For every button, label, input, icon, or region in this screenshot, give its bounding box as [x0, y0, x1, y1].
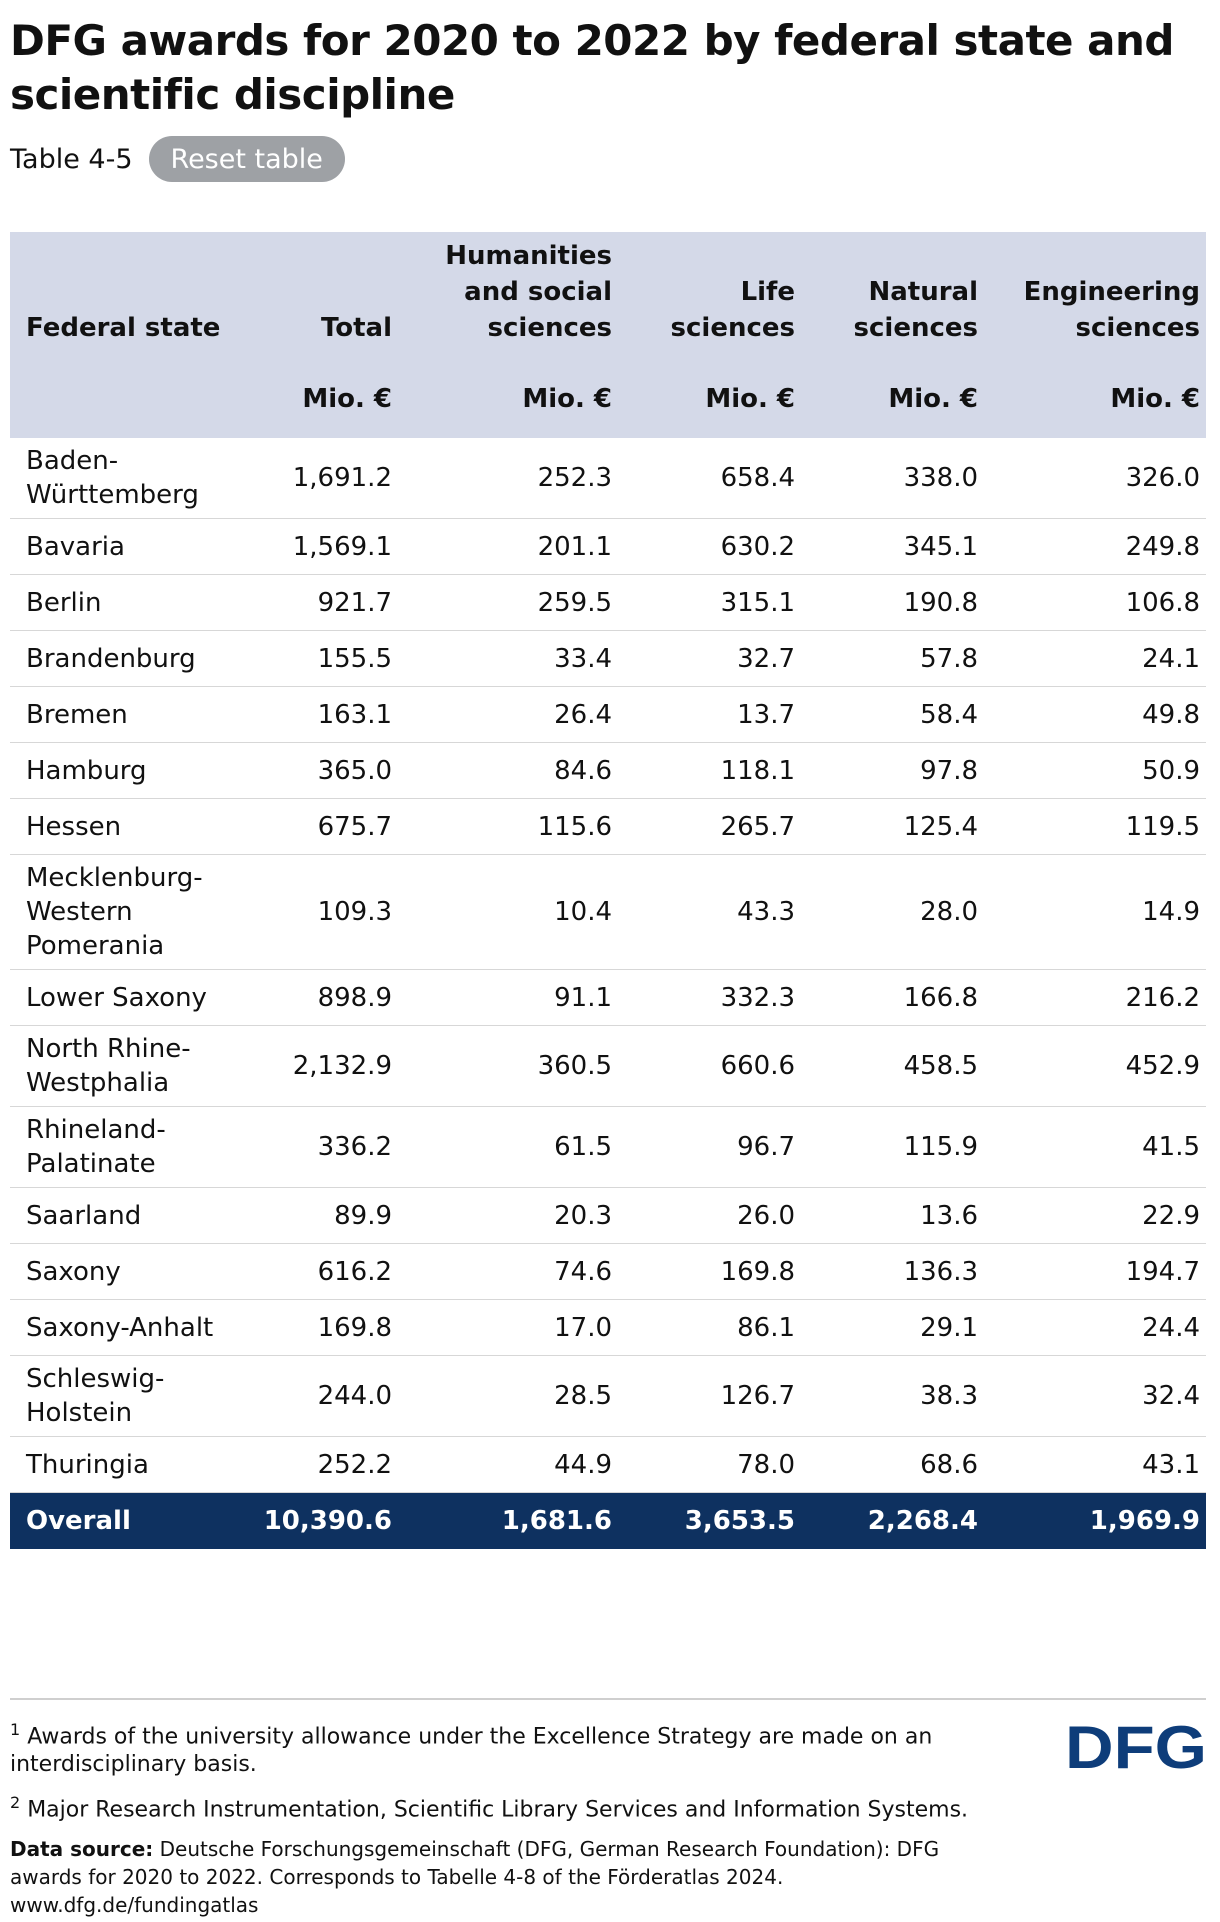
footnote-text: Awards of the university allowance under the Excellence Strategy are made on an interdisciplinary basis. — [10, 1724, 933, 1778]
unit-label: Mio. € — [618, 360, 801, 438]
cell-engineering: 43.1 — [984, 1437, 1206, 1493]
cell-humanities: 44.9 — [398, 1437, 618, 1493]
cell-humanities: 17.0 — [398, 1300, 618, 1356]
cell-natural: 338.0 — [801, 438, 984, 519]
cell-natural: 97.8 — [801, 743, 984, 799]
cell-total: 921.7 — [228, 575, 398, 631]
cell-natural: 345.1 — [801, 519, 984, 575]
unit-label: Mio. € — [228, 360, 398, 438]
table-row — [10, 1356, 1206, 1437]
overall-humanities: 1,681.6 — [398, 1493, 618, 1549]
table-header — [10, 232, 1206, 438]
cell-life: 96.7 — [618, 1107, 801, 1188]
cell-total: 2,132.9 — [228, 1026, 398, 1107]
cell-state: North Rhine-Westphalia — [10, 1026, 228, 1107]
table-caption-row — [10, 136, 1206, 182]
cell-life: 169.8 — [618, 1244, 801, 1300]
column-header-state[interactable]: Federal state — [10, 232, 228, 360]
table-row — [10, 519, 1206, 575]
cell-total: 616.2 — [228, 1244, 398, 1300]
page — [10, 0, 1207, 1917]
cell-life: 315.1 — [618, 575, 801, 631]
cell-state: Mecklenburg-Western Pomerania — [10, 855, 228, 970]
cell-life: 265.7 — [618, 799, 801, 855]
cell-engineering: 452.9 — [984, 1026, 1206, 1107]
unit-label: Mio. € — [398, 360, 618, 438]
cell-state: Saarland — [10, 1188, 228, 1244]
overall-row — [10, 1493, 1206, 1549]
cell-humanities: 33.4 — [398, 631, 618, 687]
overall-engineering: 1,969.9 — [984, 1493, 1206, 1549]
dfg-logo — [1064, 1721, 1208, 1771]
footnote-marker: 1 — [10, 1720, 21, 1739]
dfg-logo-text: DFG — [1065, 1721, 1207, 1771]
footnote-marker: 2 — [10, 1793, 21, 1813]
cell-engineering: 14.9 — [984, 855, 1206, 970]
footer-divider — [10, 1698, 1206, 1700]
table-row — [10, 855, 1206, 970]
table-row — [10, 970, 1206, 1026]
cell-natural: 28.0 — [801, 855, 984, 970]
unit-label: Mio. € — [984, 360, 1206, 438]
cell-engineering: 49.8 — [984, 687, 1206, 743]
table-row — [10, 1300, 1206, 1356]
cell-total: 365.0 — [228, 743, 398, 799]
cell-life: 26.0 — [618, 1188, 801, 1244]
cell-state: Rhineland-Palatinate — [10, 1107, 228, 1188]
table-row — [10, 1437, 1206, 1493]
cell-state: Baden-Württemberg — [10, 438, 228, 519]
data-source-text: Deutsche Forschungsgemeinschaft (DFG, German Research Foundation): DFG awards for 2020 to 2022. Corresponds to Tabelle 4-8 of the Förderatlas 2024. — [10, 1836, 940, 1889]
unit-label: Mio. € — [801, 360, 984, 438]
cell-state: Schleswig-Holstein — [10, 1356, 228, 1437]
cell-state: Saxony-Anhalt — [10, 1300, 228, 1356]
cell-natural: 13.6 — [801, 1188, 984, 1244]
cell-natural: 38.3 — [801, 1356, 984, 1437]
cell-total: 109.3 — [228, 855, 398, 970]
cell-total: 252.2 — [228, 1437, 398, 1493]
table-row — [10, 687, 1206, 743]
cell-life: 43.3 — [618, 855, 801, 970]
cell-total: 89.9 — [228, 1188, 398, 1244]
cell-natural: 458.5 — [801, 1026, 984, 1107]
data-source-url[interactable]: www.dfg.de/fundingatlas — [10, 1892, 259, 1917]
cell-humanities: 259.5 — [398, 575, 618, 631]
cell-engineering: 41.5 — [984, 1107, 1206, 1188]
unit-label-state — [10, 360, 228, 438]
cell-life: 658.4 — [618, 438, 801, 519]
cell-natural: 166.8 — [801, 970, 984, 1026]
cell-humanities: 61.5 — [398, 1107, 618, 1188]
cell-state: Hessen — [10, 799, 228, 855]
cell-state: Saxony — [10, 1244, 228, 1300]
cell-engineering: 216.2 — [984, 970, 1206, 1026]
cell-state: Thuringia — [10, 1437, 228, 1493]
cell-engineering: 32.4 — [984, 1356, 1206, 1437]
cell-total: 898.9 — [228, 970, 398, 1026]
data-source-label: Data source: — [10, 1836, 154, 1861]
footnote-1 — [10, 1716, 990, 1779]
cell-natural: 68.6 — [801, 1437, 984, 1493]
cell-natural: 57.8 — [801, 631, 984, 687]
cell-engineering: 50.9 — [984, 743, 1206, 799]
cell-engineering: 249.8 — [984, 519, 1206, 575]
cell-state: Lower Saxony — [10, 970, 228, 1026]
cell-state: Bremen — [10, 687, 228, 743]
cell-engineering: 22.9 — [984, 1188, 1206, 1244]
cell-total: 1,691.2 — [228, 438, 398, 519]
overall-life: 3,653.5 — [618, 1493, 801, 1549]
cell-humanities: 201.1 — [398, 519, 618, 575]
footnote-text: Major Research Instrumentation, Scientific Library Services and Information Systems. — [27, 1797, 969, 1823]
cell-total: 244.0 — [228, 1356, 398, 1437]
cell-engineering: 106.8 — [984, 575, 1206, 631]
cell-life: 78.0 — [618, 1437, 801, 1493]
cell-life: 660.6 — [618, 1026, 801, 1107]
cell-humanities: 26.4 — [398, 687, 618, 743]
table-row — [10, 799, 1206, 855]
cell-state: Brandenburg — [10, 631, 228, 687]
cell-life: 32.7 — [618, 631, 801, 687]
cell-life: 86.1 — [618, 1300, 801, 1356]
cell-humanities: 115.6 — [398, 799, 618, 855]
overall-label: Overall — [10, 1493, 228, 1549]
overall-total: 10,390.6 — [228, 1493, 398, 1549]
cell-humanities: 84.6 — [398, 743, 618, 799]
column-header-life[interactable]: Life sciences — [618, 232, 801, 360]
page-title: DFG awards for 2020 to 2022 by federal state and scientific discipline — [10, 16, 1174, 119]
table-row — [10, 1026, 1206, 1107]
table-row — [10, 631, 1206, 687]
cell-engineering: 326.0 — [984, 438, 1206, 519]
cell-natural: 125.4 — [801, 799, 984, 855]
table-label: Table 4-5 — [10, 143, 133, 175]
cell-total: 169.8 — [228, 1300, 398, 1356]
column-header-humanities[interactable]: Humanities and social sciences — [398, 232, 618, 360]
column-header-total[interactable]: Total — [228, 232, 398, 360]
cell-humanities: 252.3 — [398, 438, 618, 519]
cell-humanities: 74.6 — [398, 1244, 618, 1300]
cell-total: 163.1 — [228, 687, 398, 743]
cell-engineering: 119.5 — [984, 799, 1206, 855]
table-row — [10, 575, 1206, 631]
cell-humanities: 91.1 — [398, 970, 618, 1026]
cell-natural: 29.1 — [801, 1300, 984, 1356]
cell-life: 126.7 — [618, 1356, 801, 1437]
table-row — [10, 1244, 1206, 1300]
table-row — [10, 1188, 1206, 1244]
cell-total: 675.7 — [228, 799, 398, 855]
table-body — [10, 438, 1206, 1493]
cell-engineering: 24.4 — [984, 1300, 1206, 1356]
cell-life: 630.2 — [618, 519, 801, 575]
cell-total: 155.5 — [228, 631, 398, 687]
awards-table — [10, 232, 1206, 1549]
footnote-2 — [10, 1789, 990, 1824]
cell-natural: 190.8 — [801, 575, 984, 631]
cell-natural: 115.9 — [801, 1107, 984, 1188]
cell-humanities: 360.5 — [398, 1026, 618, 1107]
cell-total: 336.2 — [228, 1107, 398, 1188]
data-source — [10, 1835, 990, 1919]
cell-humanities: 10.4 — [398, 855, 618, 970]
cell-humanities: 28.5 — [398, 1356, 618, 1437]
reset-table-button[interactable]: Reset table — [149, 136, 345, 182]
table-footer — [10, 1493, 1206, 1549]
cell-engineering: 24.1 — [984, 631, 1206, 687]
cell-humanities: 20.3 — [398, 1188, 618, 1244]
cell-state: Hamburg — [10, 743, 228, 799]
overall-natural: 2,268.4 — [801, 1493, 984, 1549]
cell-state: Bavaria — [10, 519, 228, 575]
cell-life: 118.1 — [618, 743, 801, 799]
column-header-natural[interactable]: Natural sciences — [801, 232, 984, 360]
cell-engineering: 194.7 — [984, 1244, 1206, 1300]
cell-life: 13.7 — [618, 687, 801, 743]
footnotes — [10, 1716, 990, 1919]
column-header-engineering[interactable]: Engineering sciences — [984, 232, 1206, 360]
cell-state: Berlin — [10, 575, 228, 631]
cell-life: 332.3 — [618, 970, 801, 1026]
table-row — [10, 1107, 1206, 1188]
cell-natural: 58.4 — [801, 687, 984, 743]
table-row — [10, 743, 1206, 799]
cell-total: 1,569.1 — [228, 519, 398, 575]
cell-natural: 136.3 — [801, 1244, 984, 1300]
table-row — [10, 438, 1206, 519]
